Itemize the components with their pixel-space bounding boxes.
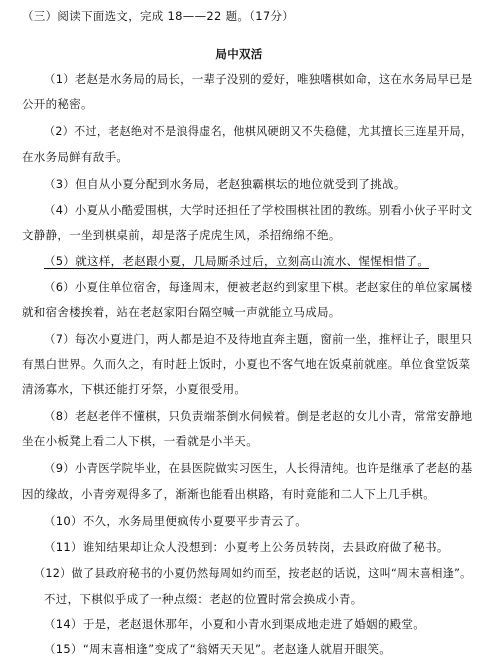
paragraph-1-line-1: （1）老赵是水务局的局长，一辈子没别的爱好，唯独嗜棋如命，这在水务局早已是 xyxy=(44,72,473,86)
section-heading: （三）阅读下面选文，完成 18——22 题。（17分） xyxy=(22,9,295,23)
paragraph-12-line-1: （12）做了县政府秘书的小夏仍然每周如约而至，按老赵的话说，这叫“周末喜相逢”。 xyxy=(34,565,472,580)
paragraph-6-line-2: 就和宿舍楼挨着，站在老赵家阳台隔空喊一声就能立马成局。 xyxy=(22,305,341,320)
paragraph-9-line-1: （9）小青医学院毕业，在县医院做实习医生，人长得清纯。也许是继承了老赵的基 xyxy=(44,461,473,476)
paragraph-8-line-2: 坐在小板凳上看二人下棋，一看就是小半天。 xyxy=(22,434,258,449)
paragraph-4-line-2: 文静静，一坐到棋桌前，却是落子虎虎生风，杀招绵绵不绝。 xyxy=(22,227,341,242)
paragraph-7-line-1: （7）每次小夏进门，两人都是迫不及待地直奔主题，窗前一坐，推枰让子，眼里只 xyxy=(44,331,473,346)
paragraph-3-line-1: （3）但自从小夏分配到水务局，老赵独霸棋坛的地位就受到了挑战。 xyxy=(44,176,406,191)
paragraph-4-line-1: （4）小夏从小酷爱围棋，大学时还担任了学校围棋社团的教练。别看小伙子平时文 xyxy=(44,202,473,217)
story-title: 局中双活 xyxy=(215,47,263,61)
paragraph-8-line-1: （8）老赵老伴不懂棋，只负责端茶倒水伺候着。倒是老赵的女儿小青，常常安静地 xyxy=(44,409,473,423)
paragraph-5-line-1: （5）就这样，老赵跟小夏，几局厮杀过后，立刻高山流水、惺惺相惜了。 xyxy=(44,254,430,269)
paragraph-11-line-1: （11）谁知结果却让众人没想到：小夏考上公务员转岗，去县政府做了秘书。 xyxy=(44,539,449,554)
paragraph-6-line-1: （6）小夏住单位宿舍，每逢周末，便被老赵约到家里下棋。老赵家住的单位家属楼 xyxy=(44,280,473,295)
paragraph-2-line-2: 在水务局鲜有敌手。 xyxy=(22,149,129,164)
paragraph-15-line-1: （15）“周末喜相逢”变成了“翁婿天天见”。老赵逢人就眉开眼笑。 xyxy=(44,642,392,657)
paragraph-9-line-2: 因的缘故，小青旁观得多了，渐渐也能看出棋路，有时竟能和二人下上几手棋。 xyxy=(22,486,435,501)
paragraph-2-line-1: （2）不过，老赵绝对不是浪得虚名，他棋风硬朗又不失稳健，尤其擅长三连星开局， xyxy=(44,124,473,139)
paragraph-7-line-2: 有黑白世界。久而久之，有时赶上饭时，小夏也不客气地在饭桌前就座。单位食堂饭菜 xyxy=(22,356,471,371)
paragraph-10-line-1: （10）不久，水务局里便疯传小夏要平步青云了。 xyxy=(44,513,308,528)
paragraph-13-line-1: 不过，下棋似乎成了一种点缀：老赵的位置时常会换成小青。 xyxy=(44,592,363,607)
paragraph-1-line-2: 公开的秘密。 xyxy=(22,97,93,112)
paragraph-7-line-3: 清汤寡水，下棋还能打牙祭，小夏很受用。 xyxy=(22,381,247,396)
paragraph-14-line-1: （14）于是，老赵退休那年，小夏和小青水到渠成地走进了婚姻的殿堂。 xyxy=(44,617,426,632)
